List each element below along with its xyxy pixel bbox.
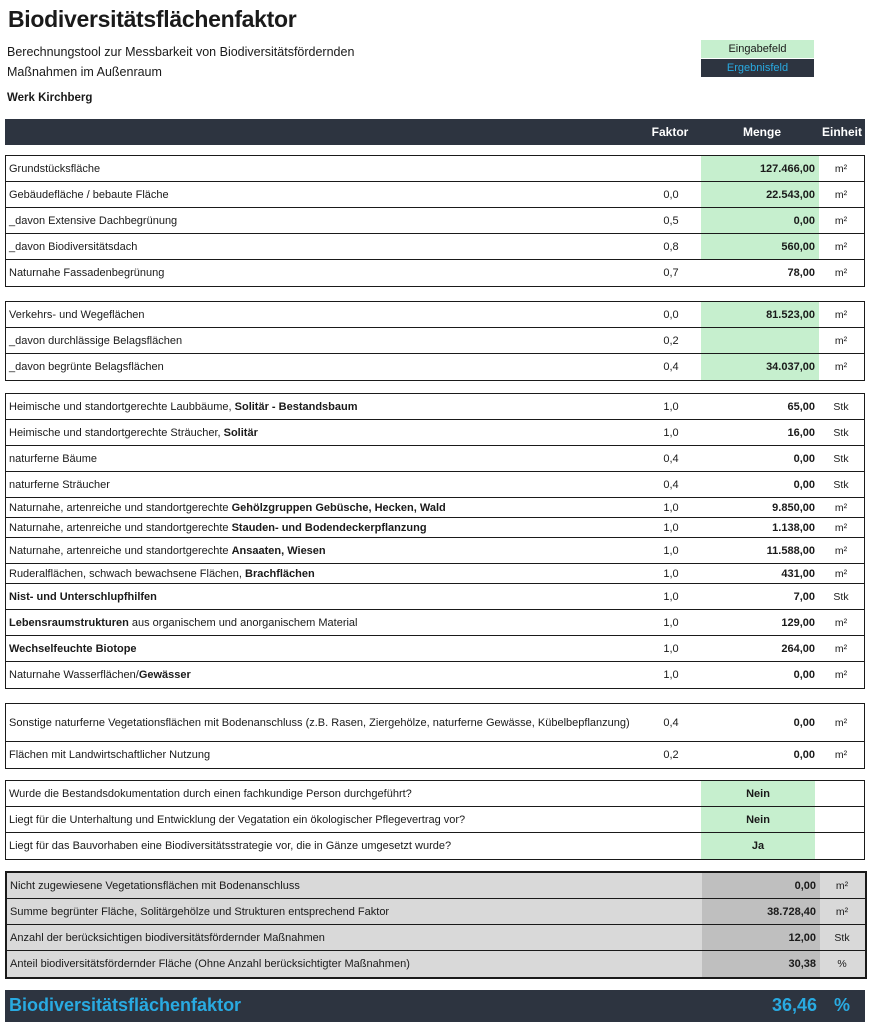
summary-row	[7, 951, 865, 977]
row-value: 11.588,00	[766, 544, 815, 557]
row-label	[9, 518, 427, 537]
table-row	[6, 354, 864, 380]
row-label-text: Liegt für die Unterhaltung und Entwicklung der Vegatation ein ökologischer Pflegevertrag vor?	[9, 813, 466, 826]
table-row	[6, 182, 864, 208]
row-label-text: Gebäudefläche / bebaute Fläche	[9, 188, 169, 201]
row-label	[9, 662, 191, 688]
row-input-value[interactable]: 81.523,00	[701, 302, 819, 327]
row-value: 0,00	[793, 716, 815, 729]
row-label-bold: Nist- und Unterschlupfhilfen	[9, 590, 157, 603]
table-row	[6, 518, 864, 538]
row-label-text: Wurde die Bestandsdokumentation durch einen fachkundige Person durchgeführt?	[9, 787, 412, 800]
row-factor: 0,4	[663, 361, 679, 373]
row-factor: 1,0	[663, 501, 679, 514]
row-factor: 0,4	[663, 478, 679, 491]
row-label-text: _davon begrünte Belagsflächen	[9, 361, 164, 373]
row-label	[9, 156, 100, 181]
row-value: 0,00	[793, 478, 815, 491]
row-label-text: Naturnahe, artenreiche und standortgerechte	[9, 501, 232, 514]
row-label-suffix: aus organischem und anorganischem Material	[128, 616, 358, 629]
row-unit: Stk	[833, 426, 849, 439]
row-label-text: Flächen mit Landwirtschaftlicher Nutzung	[9, 749, 211, 761]
table-row	[6, 472, 864, 498]
table-row	[6, 584, 864, 610]
row-label-bold: Lebensraumstrukturen	[9, 616, 129, 629]
row-label	[9, 472, 110, 497]
row-input-value[interactable]: Nein	[701, 781, 815, 806]
row-factor: 0,2	[663, 334, 679, 347]
table-row	[6, 446, 864, 472]
row-label-bold: Ansaaten, Wiesen	[231, 544, 326, 557]
row-label-text: Heimische und standortgerechte Sträucher,	[9, 426, 224, 439]
row-value: 65,00	[787, 400, 815, 413]
row-value: 0,00	[793, 749, 815, 761]
table-row	[6, 498, 864, 518]
row-unit: m²	[834, 361, 848, 373]
column-header-amount: Menge	[742, 125, 781, 139]
summary-label: Anteil biodiversitätsfördernder Fläche (Ohne Anzahl berücksichtigter Maßnahmen)	[10, 958, 410, 970]
row-input-value[interactable]: Ja	[701, 833, 815, 859]
table-row	[6, 538, 864, 564]
row-label-text: naturferne Bäume	[9, 452, 98, 465]
row-label-bold: Gewässer	[138, 669, 191, 681]
table-group	[5, 155, 865, 287]
row-label	[9, 328, 182, 353]
row-input-value[interactable]: 34.037,00	[701, 354, 819, 380]
row-factor: 0,2	[663, 749, 679, 761]
row-label-text: Naturnahe, artenreiche und standortgerechte	[9, 544, 232, 557]
page-title: Biodiversitätsflächenfaktor	[8, 6, 297, 32]
row-label	[9, 781, 412, 806]
row-unit: m²	[834, 669, 848, 681]
row-label	[9, 208, 177, 233]
row-unit: m²	[834, 214, 848, 227]
summary-value: 30,38	[702, 951, 820, 977]
row-unit: m²	[834, 567, 848, 580]
row-label	[9, 564, 315, 583]
column-header-factor: Faktor	[651, 125, 689, 139]
summary-label: Anzahl der berücksichtigen biodiversitätsfördernder Maßnahmen	[10, 931, 325, 944]
row-label-text: Naturnahe Fassadenbegrünung	[9, 267, 165, 279]
row-label	[9, 610, 358, 635]
row-label	[9, 636, 137, 661]
table-group	[5, 703, 865, 769]
row-unit: m²	[834, 188, 848, 201]
row-factor: 1,0	[663, 544, 679, 557]
row-label-text: _davon Extensive Dachbegrünung	[9, 214, 178, 227]
row-label-text: Naturnahe, artenreiche und standortgerechte	[9, 521, 232, 534]
legend-input-field: Eingabefeld	[701, 40, 814, 58]
row-label-bold: Wechselfeuchte Biotope	[9, 642, 137, 655]
row-label-text: Naturnahe Wasserflächen/	[9, 669, 139, 681]
row-value: 16,00	[787, 426, 815, 439]
row-unit: m²	[834, 749, 848, 761]
row-input-value[interactable]: 22.543,00	[701, 182, 819, 207]
row-label	[9, 742, 210, 768]
row-label-text: _davon Biodiversitätsdach	[9, 240, 138, 253]
summary-value: 0,00	[702, 873, 820, 898]
table-row	[6, 807, 864, 833]
row-value: 431,00	[781, 567, 815, 580]
table-row	[6, 208, 864, 234]
row-factor	[646, 833, 696, 859]
row-input-value[interactable]: 127.466,00	[701, 156, 819, 181]
row-label-bold: Solitär - Bestandsbaum	[234, 400, 358, 413]
row-input-value[interactable]: Nein	[701, 807, 815, 832]
table-row	[6, 156, 864, 182]
row-unit: m²	[834, 308, 848, 321]
row-label	[9, 302, 145, 327]
row-label-text: Liegt für das Bauvorhaben eine Biodiversitätsstrategie vor, die in Gänze umgesetzt wurde?	[9, 840, 452, 852]
table-group	[5, 393, 865, 689]
table-row	[6, 260, 864, 286]
row-unit: Stk	[833, 452, 849, 465]
row-unit: m²	[834, 240, 848, 253]
row-factor: 0,4	[663, 716, 679, 729]
row-value: 9.850,00	[772, 501, 815, 514]
row-factor: 0,0	[663, 188, 679, 201]
row-factor: 0,8	[663, 240, 679, 253]
table-row	[6, 564, 864, 584]
table-row	[6, 742, 864, 768]
summary-label: Nicht zugewiesene Vegetationsflächen mit Bodenanschluss	[10, 879, 300, 892]
result-label: Biodiversitätsflächenfaktor	[9, 995, 242, 1015]
row-unit	[819, 833, 863, 859]
page-subtitle: Berechnungstool zur Messbarkeit von Biodiversitätsfördernden Maßnahmen im Außenraum	[7, 45, 355, 79]
table-row	[6, 662, 864, 688]
summary-row	[7, 899, 865, 925]
table-group	[5, 780, 865, 860]
site-name: Werk Kirchberg	[7, 92, 93, 104]
row-factor: 1,0	[663, 567, 679, 580]
row-value: 1.138,00	[772, 521, 815, 534]
row-label	[9, 260, 164, 286]
row-unit	[819, 807, 863, 832]
table-row	[6, 833, 864, 859]
table-row	[6, 781, 864, 807]
row-label-text: _davon durchlässige Belagsflächen	[9, 334, 183, 347]
row-factor: 1,0	[663, 642, 679, 655]
row-unit: m²	[834, 162, 848, 175]
row-factor: 0,0	[663, 308, 679, 321]
row-input-value[interactable]: 0,00	[701, 208, 819, 233]
row-unit	[819, 781, 863, 806]
row-label	[9, 807, 465, 832]
row-unit: Stk	[833, 400, 849, 413]
table-row	[6, 636, 864, 662]
table-row	[6, 394, 864, 420]
table-row	[6, 704, 864, 742]
summary-row	[7, 873, 865, 899]
table-group	[5, 301, 865, 381]
row-unit: m²	[834, 334, 848, 347]
row-input-value[interactable]	[701, 328, 819, 353]
summary-label: Summe begrünter Fläche, Solitärgehölze und Strukturen entsprechend Faktor	[10, 905, 390, 918]
row-factor: 0,5	[663, 214, 679, 227]
row-label	[9, 394, 358, 419]
row-unit: m²	[834, 716, 848, 729]
row-factor: 0,7	[663, 267, 679, 279]
row-unit: Stk	[833, 478, 849, 491]
row-label-bold: Stauden- und Bodendeckerpflanzung	[231, 521, 427, 534]
row-factor: 1,0	[663, 400, 679, 413]
row-label	[9, 182, 169, 207]
result-value: 36,46	[771, 995, 817, 1015]
legend-result-field: Ergebnisfeld	[701, 59, 814, 77]
row-label	[9, 354, 164, 380]
row-factor: 1,0	[663, 426, 679, 439]
row-label-text: Grundstücksfläche	[9, 162, 101, 175]
row-unit: m²	[834, 501, 848, 514]
row-label	[9, 584, 157, 609]
summary-unit: Stk	[834, 931, 850, 944]
table-row	[6, 234, 864, 260]
row-label	[9, 538, 326, 563]
table-row	[6, 328, 864, 354]
row-label	[9, 234, 137, 259]
table-row	[6, 610, 864, 636]
row-input-value[interactable]: 560,00	[701, 234, 819, 259]
row-factor: 1,0	[663, 590, 679, 603]
row-label-text: Heimische und standortgerechte Laubbäume,	[9, 400, 235, 413]
row-label-bold: Brachflächen	[245, 567, 315, 580]
row-label	[9, 446, 97, 471]
row-label	[9, 498, 446, 517]
row-unit: m²	[834, 616, 848, 629]
row-factor	[646, 781, 696, 806]
row-label-bold: Gehölzgruppen Gebüsche, Hecken, Wald	[231, 501, 446, 514]
row-value: 0,00	[793, 452, 815, 465]
row-label	[9, 704, 630, 741]
summary-value: 12,00	[702, 925, 820, 950]
row-unit: Stk	[833, 590, 849, 603]
row-value: 129,00	[781, 616, 815, 629]
summary-unit: m²	[835, 879, 849, 892]
row-unit: m²	[834, 642, 848, 655]
row-unit: m²	[834, 267, 848, 279]
row-label-text: naturferne Sträucher	[9, 478, 110, 491]
result-unit: %	[833, 995, 850, 1015]
summary-unit: m²	[835, 905, 849, 918]
row-value: 7,00	[793, 590, 815, 603]
summary-value: 38.728,40	[702, 899, 820, 924]
summary-section	[5, 871, 867, 979]
row-label	[9, 420, 258, 445]
result-bar	[5, 990, 865, 1022]
row-factor	[646, 156, 696, 181]
row-factor: 1,0	[663, 616, 679, 629]
row-unit: m²	[834, 521, 848, 534]
row-label-text: Ruderalflächen, schwach bewachsene Flächen,	[9, 567, 246, 580]
row-factor: 0,4	[663, 452, 679, 465]
row-factor: 1,0	[663, 669, 679, 681]
row-value: 0,00	[793, 669, 815, 681]
row-unit: m²	[834, 544, 848, 557]
table-row	[6, 420, 864, 446]
table-header	[5, 119, 865, 145]
row-value: 264,00	[781, 642, 815, 655]
column-header-unit: Einheit	[821, 125, 862, 139]
summary-row	[7, 925, 865, 951]
row-label-text: Sonstige naturferne Vegetationsflächen mit Bodenanschluss (z.B. Rasen, Ziergehölze, naturferne Gewässe, Kübelbepflanzung)	[9, 716, 630, 729]
row-label	[9, 833, 451, 859]
row-factor	[646, 807, 696, 832]
row-factor: 1,0	[663, 521, 679, 534]
row-label-text: Verkehrs- und Wegeflächen	[9, 308, 145, 321]
summary-unit: %	[837, 958, 847, 970]
row-label-bold: Solitär	[223, 426, 258, 439]
row-value: 78,00	[787, 267, 815, 279]
table-row	[6, 302, 864, 328]
